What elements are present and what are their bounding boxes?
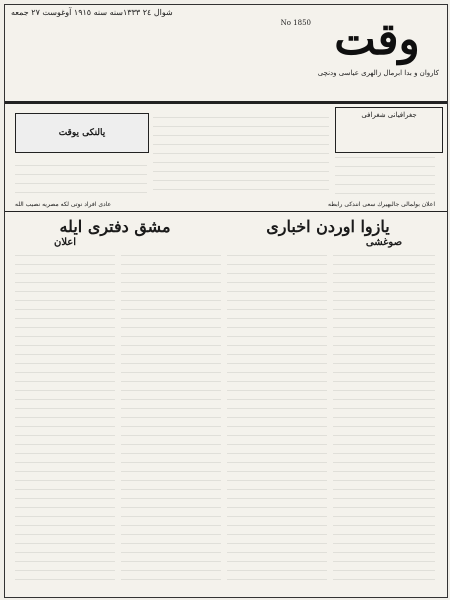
column-2 <box>121 247 221 587</box>
divider <box>5 103 447 104</box>
ad-title: يالنکى يوقت <box>58 128 106 138</box>
issue-date: شوال ٢٤ ١٣٣٣سنه سنه ١٩١٥ آوغوست ٢٧ جمعه <box>11 8 173 17</box>
left-column-heading: صوغشى <box>365 237 403 248</box>
note-right: اعلان بولمالى جالبهيرك سعى انندکى رابطه <box>328 201 435 208</box>
note-left: عادى افراد نوتى لکه مصريه نصيب الله <box>15 201 112 208</box>
divider <box>5 211 447 212</box>
article-title-1: يازوا اوردن اخبارى <box>266 217 390 236</box>
newspaper-page <box>4 4 448 598</box>
masthead <box>5 5 447 103</box>
banner-box <box>335 107 443 153</box>
banner-title: جغرافيانى شغرافى <box>361 111 417 119</box>
text-block <box>335 149 435 197</box>
right-column-heading: اعلان <box>53 237 77 248</box>
newspaper-logo: وقت <box>334 13 420 65</box>
article-title-2: مشق دفترى ايله <box>59 217 171 236</box>
column-3 <box>227 247 327 587</box>
text-block <box>153 109 329 197</box>
column-4 <box>333 247 435 587</box>
issue-number: No 1850 <box>280 19 311 27</box>
ad-box <box>15 113 149 153</box>
masthead-subtitle: کاروان و بدا ابرمال زالهرى عياسى ودنچى <box>317 69 439 77</box>
column-1 <box>15 247 115 587</box>
text-block <box>15 157 147 197</box>
